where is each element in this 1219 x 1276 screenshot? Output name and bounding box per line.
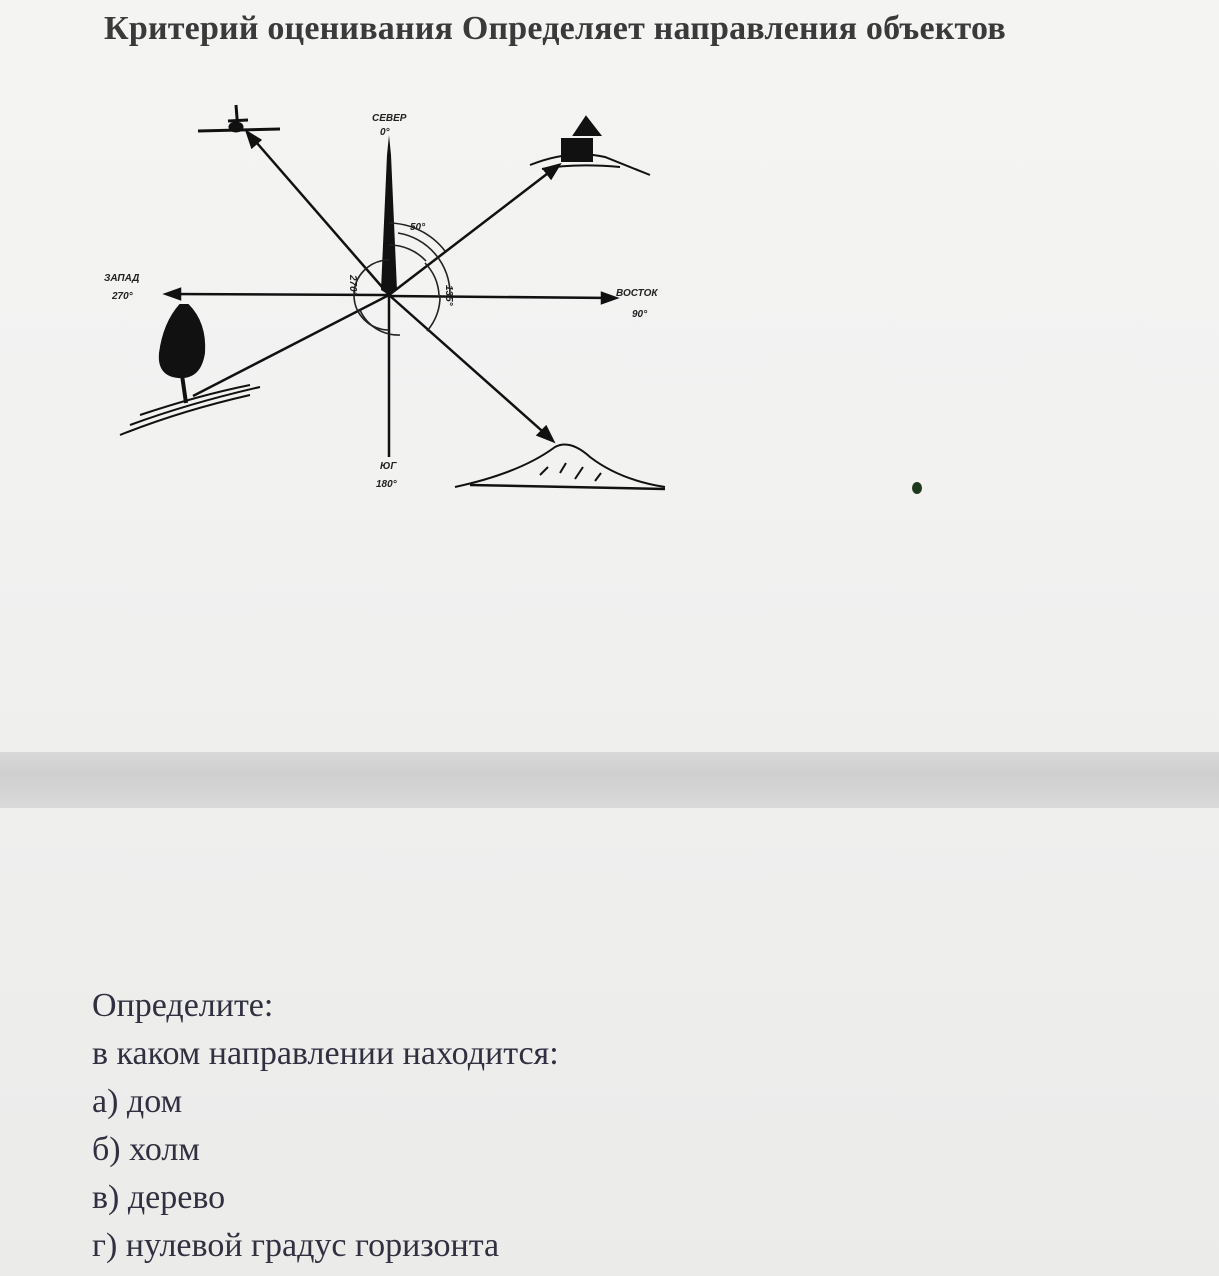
option-b: б) холм	[92, 1131, 200, 1168]
hill-arrow-line	[389, 295, 550, 438]
aircraft-icon	[198, 105, 280, 131]
option-a: а) дом	[92, 1083, 183, 1120]
angle-label-50: 50°	[410, 222, 426, 233]
option-d: г) нулевой градус горизонта	[92, 1227, 500, 1264]
north-needle	[381, 135, 397, 295]
angle-arc-135	[425, 263, 439, 295]
east-degree: 90°	[632, 309, 648, 320]
option-c: в) дерево	[92, 1179, 226, 1216]
question-block	[92, 982, 559, 1270]
house-icon	[530, 117, 650, 175]
west-degree: 270°	[112, 291, 133, 302]
criterion-title: Критерий оценивания Определяет направления объектов	[104, 10, 1006, 47]
hill-icon	[455, 445, 665, 489]
angle-label-270: 270°	[347, 275, 358, 296]
south-degree: 180°	[376, 479, 397, 490]
east-arrowhead	[602, 293, 616, 303]
west-arrowhead	[166, 289, 180, 299]
aircraft-arrow-line	[250, 135, 389, 295]
ink-dot	[912, 482, 922, 494]
tree-icon	[120, 305, 260, 435]
north-label: СЕВЕР	[372, 113, 407, 124]
north-degree: 0°	[380, 127, 390, 138]
section-separator	[0, 752, 1219, 808]
south-label: ЮГ	[380, 461, 397, 472]
angle-label-135: 135°	[443, 285, 454, 306]
east-arrow-line	[389, 296, 613, 298]
tree-arrow-line	[193, 295, 389, 396]
east-label: ВОСТОК	[616, 288, 658, 299]
west-label: ЗАПАД	[104, 273, 140, 284]
question-subprompt: в каком направлении находится:	[92, 1035, 559, 1072]
question-prompt: Определите:	[92, 987, 274, 1024]
compass-diagram	[100, 95, 700, 515]
